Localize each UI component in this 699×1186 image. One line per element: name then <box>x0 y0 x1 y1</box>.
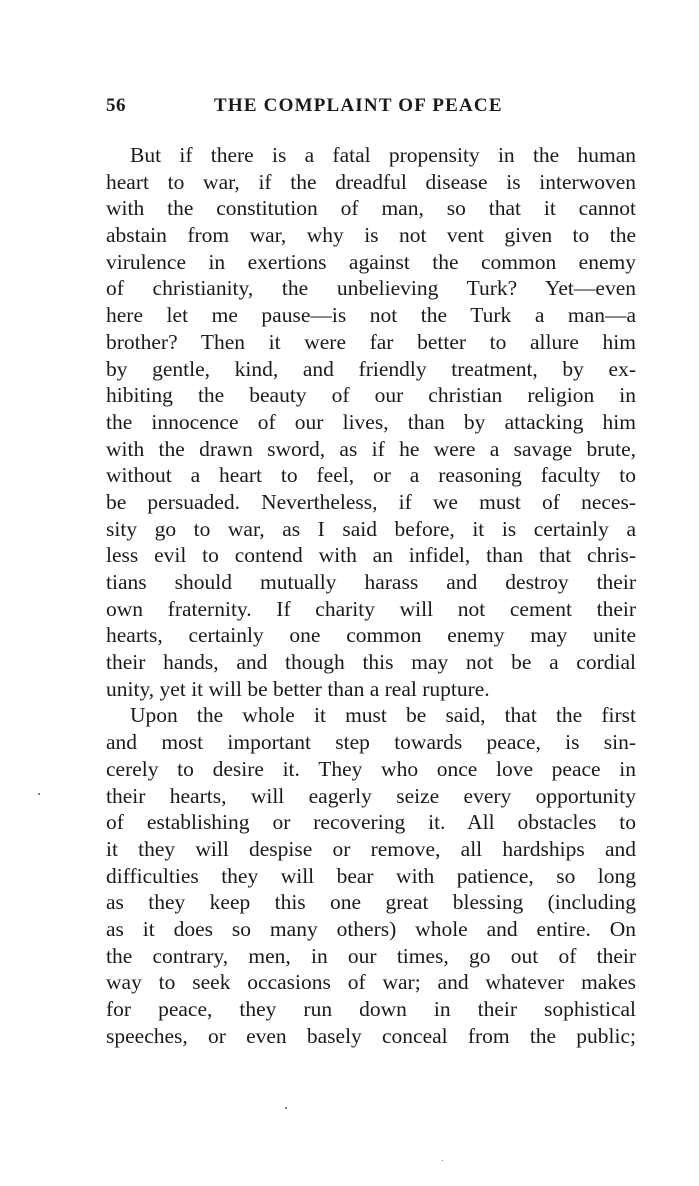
text-line: brother? Then it were far better to allure him <box>106 329 636 354</box>
text-line: as it does so many others) whole and entire. On <box>106 916 636 941</box>
text-line: with the constitution of man, so that it cannot <box>106 196 636 221</box>
paragraph-1 <box>106 142 636 702</box>
text-line: But if there is a fatal propensity in the human <box>130 143 636 167</box>
body-text <box>106 142 636 1049</box>
text-line: heart to war, if the dreadful disease is interwoven <box>106 169 636 194</box>
text-line: the innocence of our lives, than by attacking him <box>106 409 636 434</box>
text-line: their hearts, will eagerly seize every opportunity <box>106 783 636 808</box>
text-line: way to seek occasions of war; and whatever makes <box>106 970 636 995</box>
page-number: 56 <box>106 95 126 116</box>
text-line: and most important step towards peace, is sin- <box>106 730 636 755</box>
text-line: be persuaded. Nevertheless, if we must of neces- <box>106 489 636 514</box>
text-line: Upon the whole it must be said, that the first <box>130 703 636 728</box>
text-line: by gentle, kind, and friendly treatment, by ex- <box>106 356 636 381</box>
text-line: of christianity, the unbelieving Turk? Yet—even <box>106 276 636 301</box>
text-line: the contrary, men, in our times, go out of their <box>106 943 636 968</box>
text-line: without a heart to feel, or a reasoning faculty to <box>106 463 636 488</box>
text-line: sity go to war, as I said before, it is certainly a <box>106 516 636 541</box>
text-line: hearts, certainly one common enemy may unite <box>106 623 636 648</box>
text-line: cerely to desire it. They who once love peace in <box>106 756 636 781</box>
text-line: less evil to contend with an infidel, than that chris- <box>106 543 636 568</box>
text-line: it they will despise or remove, all hardships and <box>106 836 636 861</box>
text-line: their hands, and though this may not be a cordial <box>106 650 636 675</box>
text-line: hibiting the beauty of our christian religion in <box>106 383 636 408</box>
scan-speck <box>38 793 40 795</box>
text-line: with the drawn sword, as if he were a savage brute, <box>106 436 636 461</box>
text-line: here let me pause—is not the Turk a man—a <box>106 303 636 328</box>
text-line: difficulties they will bear with patience, so long <box>106 863 636 888</box>
paragraph-2 <box>106 702 636 1049</box>
text-line: for peace, they run down in their sophistical <box>106 997 636 1021</box>
scan-speck <box>442 1160 443 1161</box>
scan-speck <box>285 1107 287 1109</box>
text-line: own fraternity. If charity will not cement their <box>106 596 636 621</box>
text-line: abstain from war, why is not vent given to the <box>106 223 636 248</box>
text-line: speeches, or even basely conceal from the public; <box>106 1023 636 1048</box>
text-line: tians should mutually harass and destroy their <box>106 570 636 594</box>
text-line: of establishing or recovering it. All obstacles to <box>106 810 636 835</box>
running-head: THE COMPLAINT OF PEACE <box>214 95 503 116</box>
text-line: unity, yet it will be better than a real rupture. <box>106 676 490 701</box>
text-line: virulence in exertions against the common enemy <box>106 249 636 274</box>
text-line: as they keep this one great blessing (including <box>106 890 636 915</box>
